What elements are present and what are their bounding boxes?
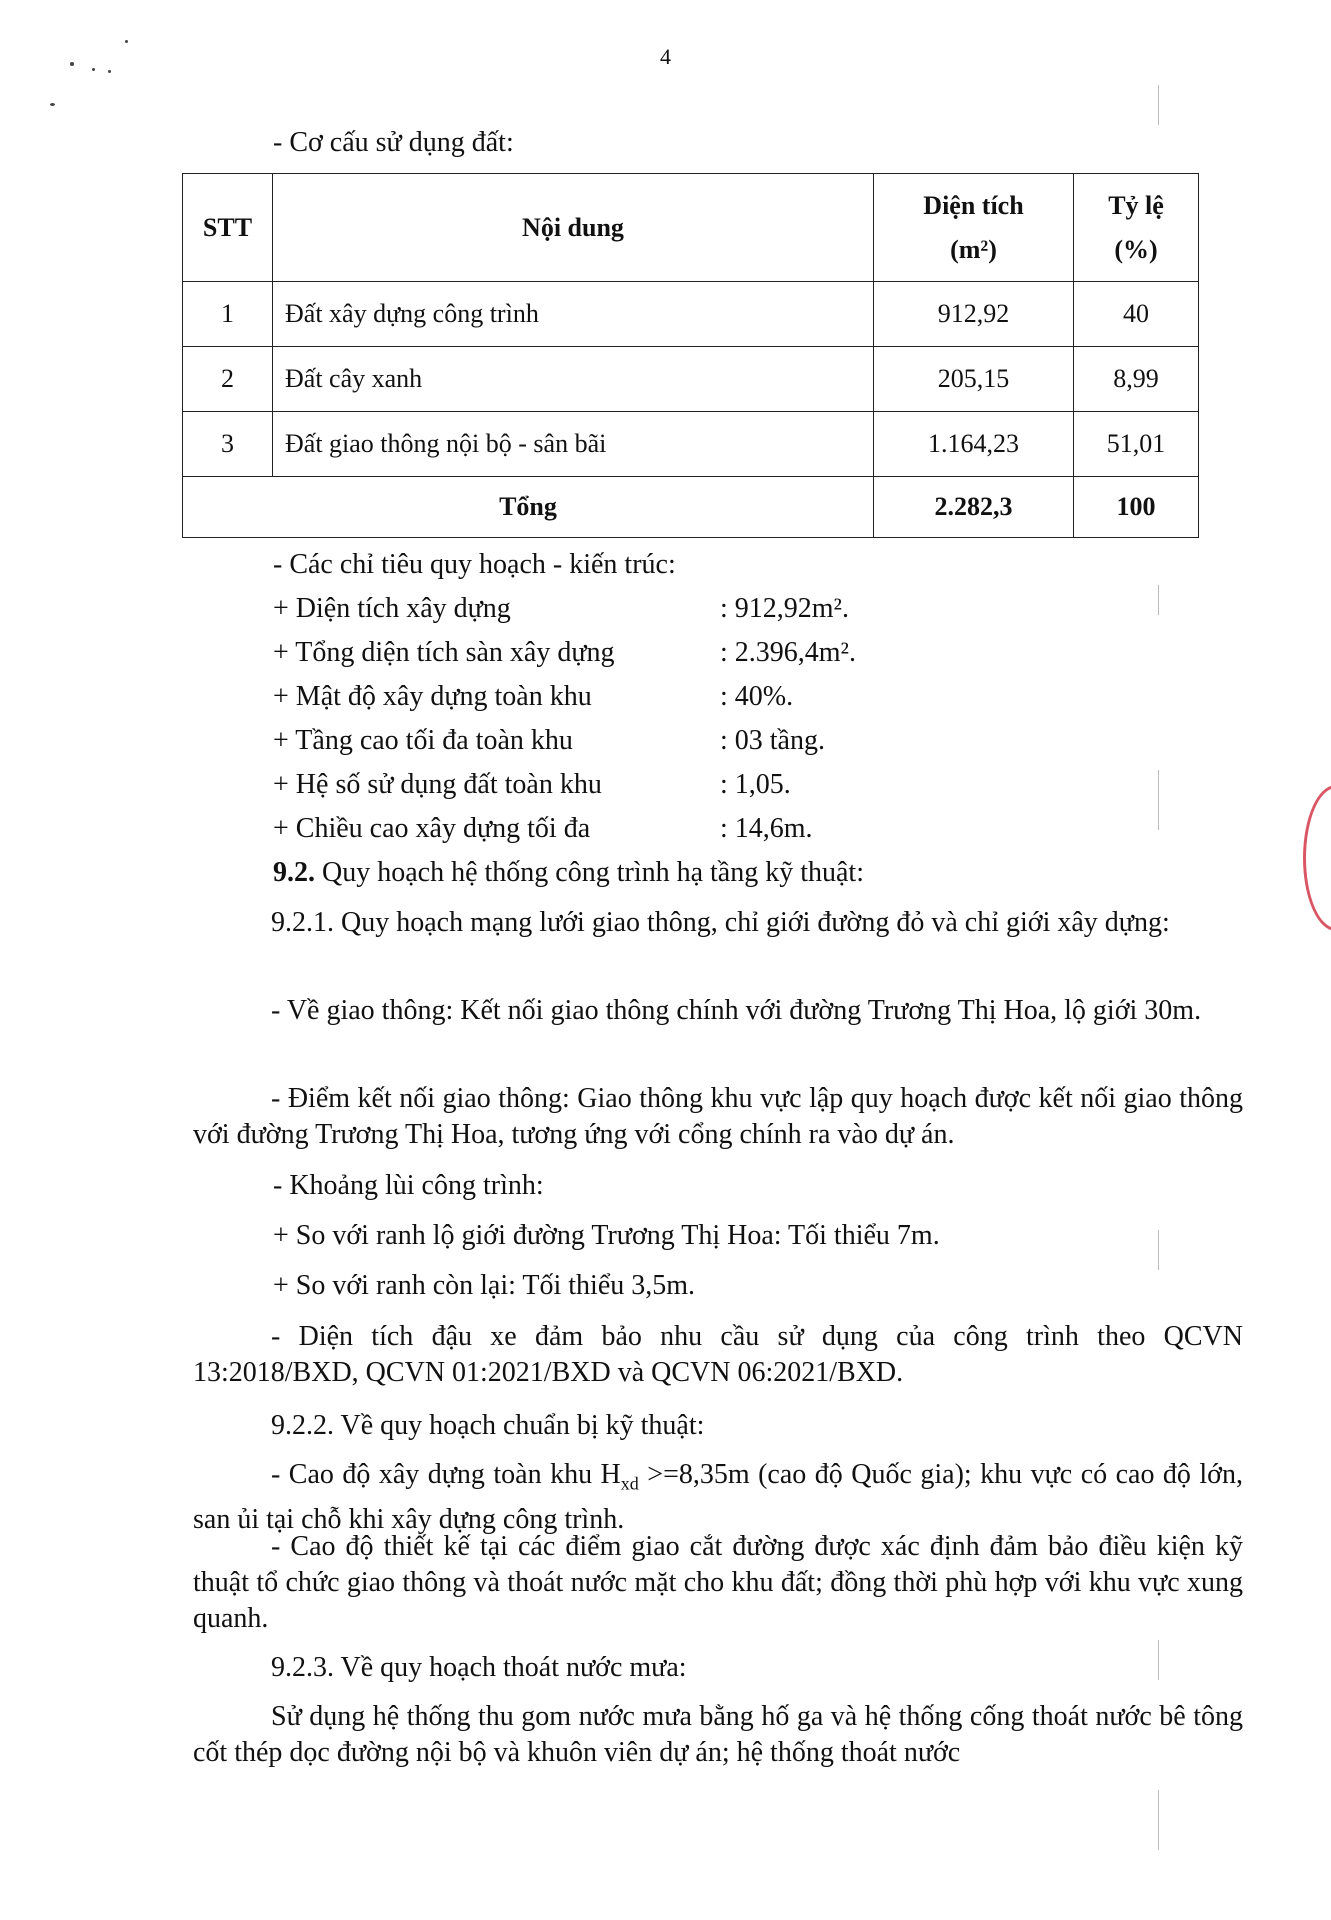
section-9-2-title: Quy hoạch hệ thống công trình hạ tầng kỹ thuật: [315,857,864,888]
scan-speck [108,70,111,73]
total-label: Tổng [183,477,874,538]
paragraph-setback-other: + So với ranh còn lại: Tối thiểu 3,5m. [273,1270,696,1301]
header-area-unit: (m²) [950,234,997,264]
indicator-label: + Mật độ xây dựng toàn khu [273,681,592,712]
row-ratio: 8,99 [1074,347,1199,412]
paragraph-traffic: - Về giao thông: Kết nối giao thông chính với đường Trương Thị Hoa, lộ giới 30m. [271,995,1202,1026]
indicator-value: : 03 tầng. [720,725,825,756]
row-content: Đất cây xanh [273,347,874,412]
row-stt: 2 [183,347,273,412]
paragraph-design-elevation: - Cao độ thiết kế tại các điểm giao cắt đường được xác định đảm bảo điều kiện kỹ thuật tổ chức giao thông và thoát nước mặt cho khu đất; đồng thời phù hợp với khu vực xung quanh. [193,1531,1243,1634]
header-ratio-unit: (%) [1114,234,1158,264]
row-content: Đất xây dựng công trình [273,282,874,347]
indicator-value: : 2.396,4m². [720,637,856,668]
row-content: Đất giao thông nội bộ - sân bãi [273,412,874,477]
scan-margin-line [1158,85,1159,125]
land-use-table [182,173,1199,538]
scan-speck [50,103,55,106]
paragraph-setback: - Khoảng lùi công trình: [273,1170,544,1201]
paragraph-parking: - Diện tích đậu xe đảm bảo nhu cầu sử dụng của công trình theo QCVN 13:2018/BXD, QCVN 01:2021/BXD và QCVN 06:2021/BXD. [193,1321,1243,1388]
scan-speck [125,40,128,43]
paragraph-9-2-1: 9.2.1. Quy hoạch mạng lưới giao thông, chỉ giới đường đỏ và chỉ giới xây dựng: [271,907,1170,938]
row-area: 205,15 [874,347,1074,412]
table-header-row [183,174,1199,282]
header-content: Nội dung [273,174,874,282]
row-area: 912,92 [874,282,1074,347]
header-area-label: Diện tích [923,190,1024,220]
scan-margin-line [1158,585,1159,615]
indicator-label: + Chiều cao xây dựng tối đa [273,813,591,844]
indicator-value: : 40%. [720,681,794,712]
indicator-label: + Tổng diện tích sàn xây dựng [273,637,615,668]
total-ratio: 100 [1074,477,1199,538]
table-total-row [183,477,1199,538]
paragraph-connection: - Điểm kết nối giao thông: Giao thông khu vực lập quy hoạch được kết nối giao thông với đường Trương Thị Hoa, tương ứng với cổng chính ra vào dự án. [193,1083,1243,1150]
paragraph-9-2-3: 9.2.3. Về quy hoạch thoát nước mưa: [271,1652,687,1683]
paragraph-setback-road: + So với ranh lộ giới đường Trương Thị Hoa: Tối thiểu 7m. [273,1220,940,1251]
row-ratio: 51,01 [1074,412,1199,477]
section-9-2-number: 9.2. [273,857,315,888]
scan-margin-line [1158,1790,1159,1850]
indicator-label: + Diện tích xây dựng [273,593,511,624]
paragraph-drainage: Sử dụng hệ thống thu gom nước mưa bằng hố ga và hệ thống cống thoát nước bê tông cốt thép dọc đường nội bộ và khuôn viên dự án; hệ thống thoát nước [193,1701,1243,1768]
paragraph-9-2-2: 9.2.2. Về quy hoạch chuẩn bị kỹ thuật: [271,1410,705,1441]
indicator-value: : 14,6m. [720,813,813,844]
row-stt: 1 [183,282,273,347]
row-stt: 3 [183,412,273,477]
scan-margin-line [1158,1230,1159,1270]
row-ratio: 40 [1074,282,1199,347]
header-ratio [1074,174,1199,282]
paragraph-elevation [193,1457,1243,1538]
table-row [183,347,1199,412]
indicators-heading: - Các chỉ tiêu quy hoạch - kiến trúc: [273,549,676,580]
total-area: 2.282,3 [874,477,1074,538]
elevation-text-end: >=8,35m (cao độ Quốc gia); khu vực có cao độ lớn, san ủi tại chỗ khi xây dựng công trình. [193,1459,1243,1535]
indicator-label: + Hệ số sử dụng đất toàn khu [273,769,602,800]
scan-margin-line [1158,1640,1159,1680]
header-stt: STT [183,174,273,282]
header-area [874,174,1074,282]
elevation-subscript: xd [620,1473,639,1494]
indicator-value: : 1,05. [720,769,791,800]
page-number: 4 [660,44,671,69]
elevation-text-start: - Cao độ xây dựng toàn khu H [271,1459,621,1490]
land-use-heading: - Cơ cấu sử dụng đất: [273,127,514,158]
row-area: 1.164,23 [874,412,1074,477]
table-row [183,282,1199,347]
indicator-value: : 912,92m². [720,593,849,624]
table-row [183,412,1199,477]
red-seal-stamp-edge [1303,785,1331,931]
section-9-2-heading [273,856,864,890]
indicator-label: + Tầng cao tối đa toàn khu [273,725,573,756]
header-ratio-label: Tỷ lệ [1108,190,1164,220]
scan-margin-line [1158,770,1159,830]
